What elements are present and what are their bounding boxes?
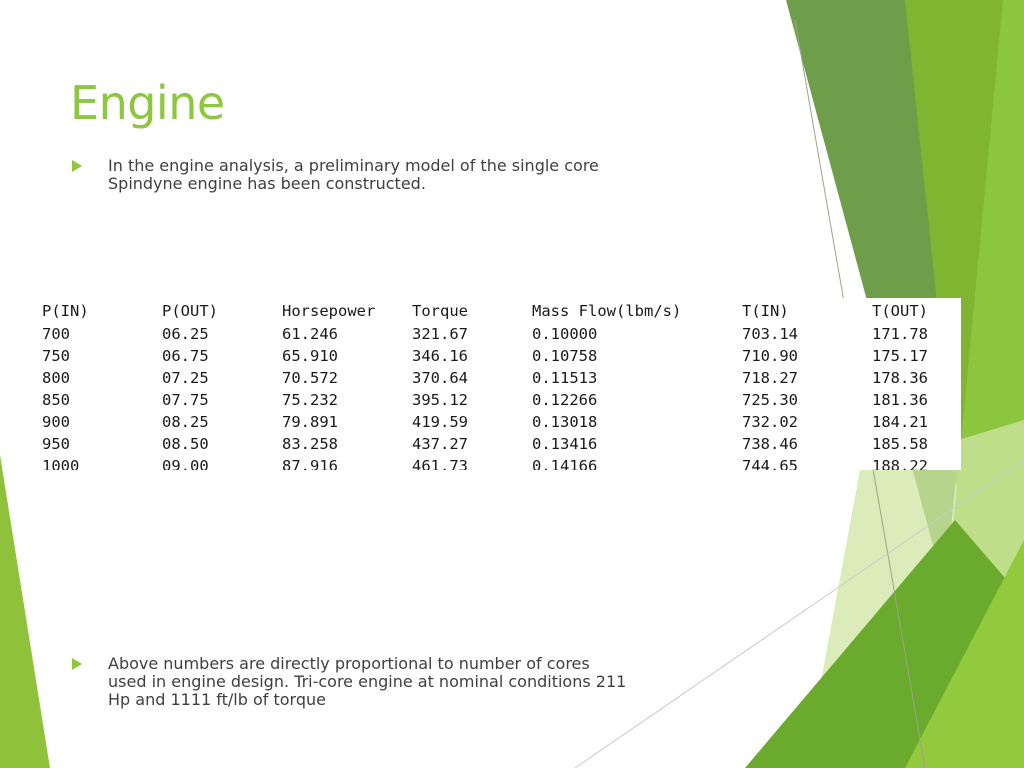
table-cell: 70.572 <box>282 369 338 387</box>
table-row <box>40 433 960 455</box>
table-cell: 07.75 <box>162 391 209 409</box>
table-cell: 750 <box>42 347 70 365</box>
engine-data-table-container <box>40 298 961 470</box>
table-cell: 437.27 <box>412 435 468 453</box>
table-row <box>40 367 960 389</box>
table-cell: 61.246 <box>282 325 338 343</box>
table-cell: 346.16 <box>412 347 468 365</box>
triangle-bullet-icon <box>72 160 82 172</box>
table-cell: 1000 <box>42 457 80 470</box>
column-header: Horsepower <box>282 302 376 320</box>
table-cell: 710.90 <box>742 347 798 365</box>
table-row <box>40 411 960 433</box>
table-cell: 0.10758 <box>532 347 598 365</box>
table-cell: 703.14 <box>742 325 798 343</box>
table-cell: 175.17 <box>872 347 928 365</box>
table-cell: 83.258 <box>282 435 338 453</box>
table-cell: 725.30 <box>742 391 798 409</box>
table-cell: 0.13416 <box>532 435 598 453</box>
engine-data-table <box>40 298 960 470</box>
table-cell: 900 <box>42 413 70 431</box>
bullet-text-2: Above numbers are directly proportional to number of cores used in engine design. Tri-core engine at nominal conditions 211 Hp and 1111 ft/lb of torque <box>108 654 627 709</box>
table-cell: 744.65 <box>742 457 798 470</box>
table-cell: 738.46 <box>742 435 798 453</box>
table-cell: 181.36 <box>872 391 928 409</box>
table-header-row <box>40 298 960 323</box>
column-header: Torque <box>412 302 468 320</box>
table-cell: 950 <box>42 435 70 453</box>
table-cell: 0.12266 <box>532 391 598 409</box>
table-cell: 395.12 <box>412 391 468 409</box>
table-cell: 800 <box>42 369 70 387</box>
table-cell: 700 <box>42 325 70 343</box>
slide-title: Engine <box>70 76 225 130</box>
table-row <box>40 455 960 470</box>
column-header: T(IN) <box>742 302 789 320</box>
table-cell: 07.25 <box>162 369 209 387</box>
column-header: T(OUT) <box>872 302 928 320</box>
table-cell: 0.10000 <box>532 325 598 343</box>
table-cell: 79.891 <box>282 413 338 431</box>
table-cell: 0.14166 <box>532 457 598 470</box>
bullet-text-1: In the engine analysis, a preliminary model of the single core Spindyne engine has been constructed. <box>108 156 599 193</box>
table-cell: 87.916 <box>282 457 338 470</box>
table-cell: 188.22 <box>872 457 928 470</box>
table-cell: 850 <box>42 391 70 409</box>
table-cell: 09.00 <box>162 457 209 470</box>
table-cell: 06.75 <box>162 347 209 365</box>
table-cell: 08.25 <box>162 413 209 431</box>
table-cell: 718.27 <box>742 369 798 387</box>
table-cell: 178.36 <box>872 369 928 387</box>
table-cell: 184.21 <box>872 413 928 431</box>
table-cell: 171.78 <box>872 325 928 343</box>
table-cell: 06.25 <box>162 325 209 343</box>
table-cell: 370.64 <box>412 369 468 387</box>
left-accent-shape <box>0 455 50 768</box>
table-cell: 0.11513 <box>532 369 598 387</box>
column-header: Mass Flow(lbm/s) <box>532 302 682 320</box>
table-row <box>40 389 960 411</box>
table-cell: 185.58 <box>872 435 928 453</box>
table-row <box>40 345 960 367</box>
table-cell: 461.73 <box>412 457 468 470</box>
table-cell: 321.67 <box>412 325 468 343</box>
triangle-bullet-icon <box>72 658 82 670</box>
table-cell: 732.02 <box>742 413 798 431</box>
table-cell: 65.910 <box>282 347 338 365</box>
table-cell: 0.13018 <box>532 413 598 431</box>
column-header: P(IN) <box>42 302 89 320</box>
table-cell: 419.59 <box>412 413 468 431</box>
column-header: P(OUT) <box>162 302 218 320</box>
table-row <box>40 323 960 345</box>
table-cell: 75.232 <box>282 391 338 409</box>
table-cell: 08.50 <box>162 435 209 453</box>
